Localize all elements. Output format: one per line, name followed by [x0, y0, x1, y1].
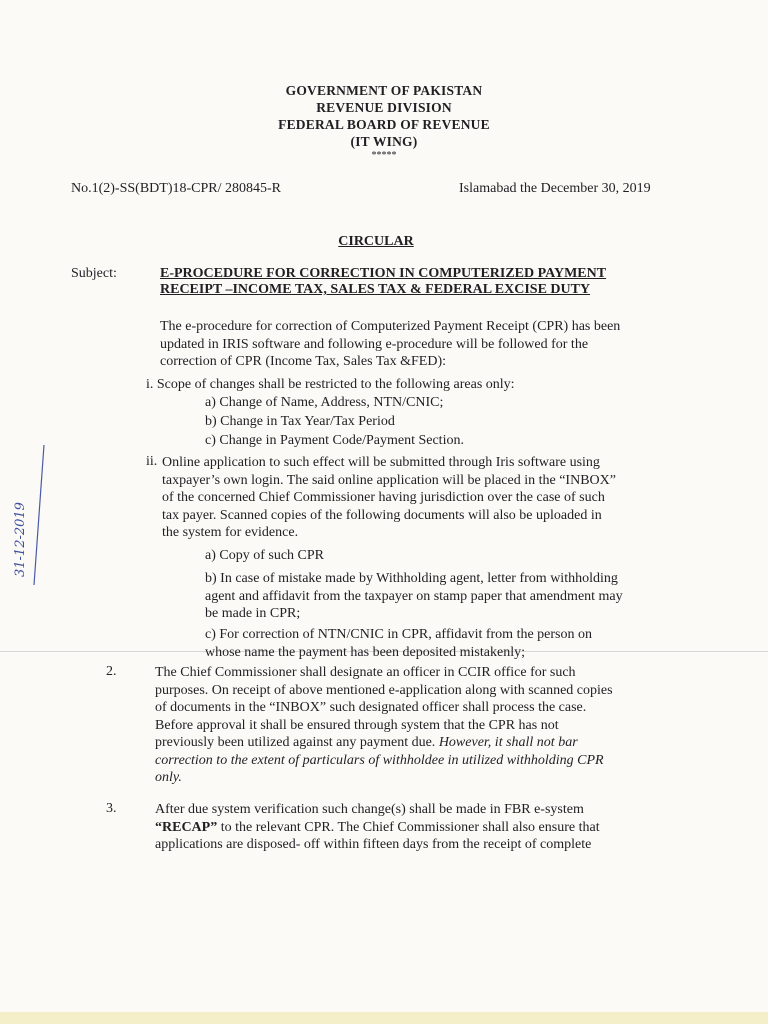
point-ii-sub-a: a) Copy of such CPR: [205, 548, 324, 563]
point-ii-sub-c: [205, 626, 685, 661]
para-3-text: [155, 801, 685, 854]
recap-term: “RECAP”: [155, 819, 218, 835]
point-ii-label: ii.: [146, 454, 158, 469]
point-i-item-b: b) Change in Tax Year/Tax Period: [205, 414, 395, 429]
point-ii-line: tax payer. Scanned copies of the following documents will also be uploaded in: [162, 507, 602, 523]
point-ii-line: taxpayer’s own login. The said online application will be placed in the “INBOX”: [162, 472, 616, 488]
point-ii-line: Online application to such effect will be submitted through Iris software using: [162, 455, 600, 470]
para-3-line: After due system verification such change(s) shall be made in FBR e-system: [155, 802, 584, 817]
scan-bottom-band: [0, 1012, 768, 1024]
para-2-italic-line: only.: [155, 770, 182, 785]
para-3-line: [155, 819, 685, 837]
para-2-plain-span: previously been utilized against any payment due.: [155, 735, 439, 750]
letterhead: [0, 82, 768, 161]
circular-title: CIRCULAR: [338, 234, 414, 249]
sub-c-line: whose name the payment has been deposited mistakenly;: [205, 644, 525, 660]
para-3-rest-span: to the relevant CPR. The Chief Commissioner shall also ensure that: [217, 819, 600, 835]
point-ii-line: the system for evidence.: [162, 525, 299, 540]
header-wing: (IT WING): [350, 134, 418, 149]
para-2-line: The Chief Commissioner shall designate an officer in CCIR office for such: [155, 665, 576, 680]
subject-text: [160, 266, 690, 298]
subject-line-1: E-PROCEDURE FOR CORRECTION IN COMPUTERIZED PAYMENT: [160, 266, 607, 281]
handwritten-date: 31-12-2019: [13, 502, 28, 577]
header-government: GOVERNMENT OF PAKISTAN: [285, 83, 483, 98]
header-stars: *****: [371, 150, 397, 161]
sub-b-line: b) In case of mistake made by Withholding agent, letter from withholding: [205, 571, 618, 586]
intro-line: The e-procedure for correction of Computerized Payment Receipt (CPR) has been: [160, 319, 621, 334]
sub-b-line: agent and affidavit from the taxpayer on stamp paper that amendment may: [205, 588, 623, 604]
intro-line: correction of CPR (Income Tax, Sales Tax &FED):: [160, 354, 447, 369]
para-2-line: of documents in the “INBOX” such designated officer shall process the case.: [155, 700, 587, 715]
point-ii-line: of the concerned Chief Commissioner having jurisdiction over the case of such: [162, 490, 605, 505]
point-i-text: i. Scope of changes shall be restricted to the following areas only:: [146, 377, 515, 392]
para-2-italic-span: However, it shall not bar: [438, 735, 578, 750]
para-2-line: [155, 734, 685, 752]
handwritten-margin-line: [34, 445, 44, 585]
para-3-line: applications are disposed- off within fifteen days from the receipt of complete: [155, 837, 592, 852]
subject-line-2: RECEIPT –INCOME TAX, SALES TAX & FEDERAL EXCISE DUTY: [160, 282, 591, 297]
para-2-text: [155, 664, 685, 787]
para-2-line: Before approval it shall be ensured through system that the CPR has not: [155, 717, 559, 733]
sub-c-line: c) For correction of NTN/CNIC in CPR, affidavit from the person on: [205, 627, 593, 642]
point-ii-sub-b: [205, 570, 685, 623]
para-2-line: purposes. On receipt of above mentioned e-application along with scanned copies: [155, 682, 613, 698]
subject-label: Subject:: [71, 266, 117, 281]
place-date: Islamabad the December 30, 2019: [459, 181, 651, 196]
para-3-number: 3.: [106, 801, 117, 816]
point-i-item-c: c) Change in Payment Code/Payment Section.: [205, 433, 464, 448]
header-division: REVENUE DIVISION: [316, 100, 452, 115]
header-fbr: FEDERAL BOARD OF REVENUE: [278, 117, 490, 132]
point-ii-text: [162, 454, 686, 542]
para-2-italic-line: correction to the extent of particulars of withholdee in utilized withholding CPR: [155, 752, 604, 768]
intro-line: updated in IRIS software and following e-procedure will be followed for the: [160, 336, 589, 352]
handwritten-date-annotation: [4, 445, 48, 585]
para-2-number: 2.: [106, 664, 117, 679]
sub-b-line: be made in CPR;: [205, 606, 301, 621]
reference-number: No.1(2)-SS(BDT)18-CPR/ 280845-R: [71, 181, 282, 196]
point-i-item-a: a) Change of Name, Address, NTN/CNIC;: [205, 395, 444, 410]
intro-paragraph: [160, 318, 685, 371]
